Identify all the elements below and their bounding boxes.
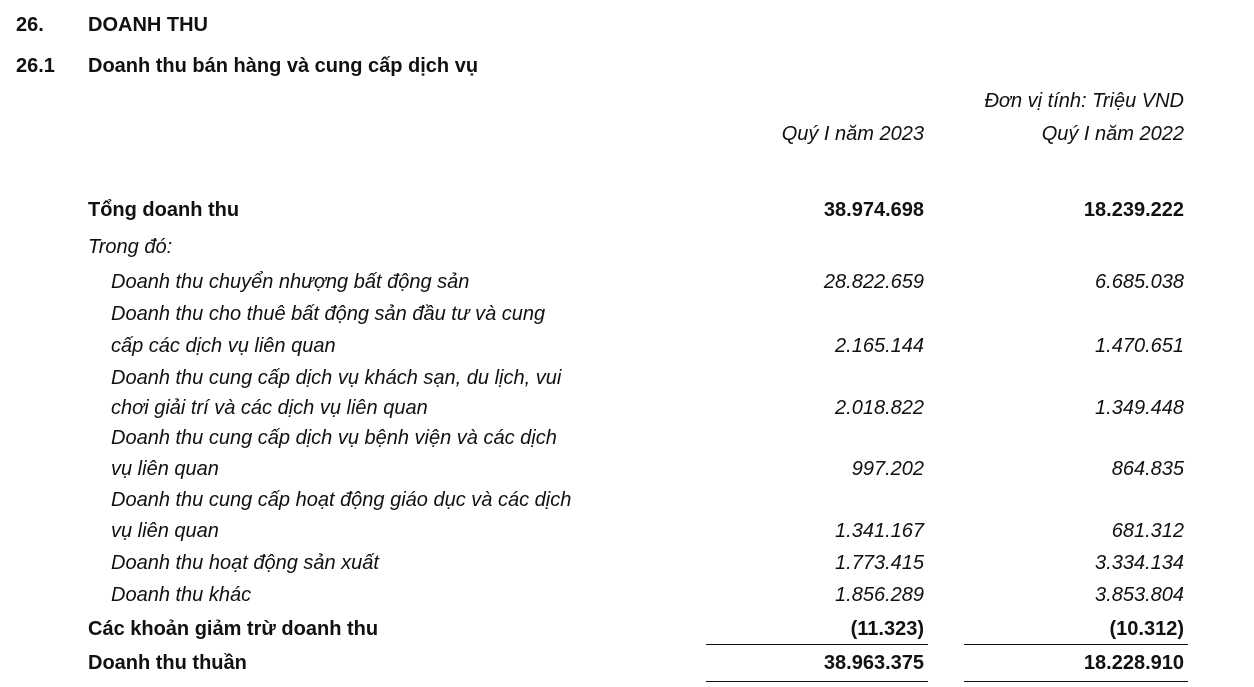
- net-label: Doanh thu thuần: [88, 652, 247, 674]
- item-current: 2.018.822: [835, 397, 924, 419]
- deductions-label: Các khoản giảm trừ doanh thu: [88, 618, 379, 640]
- item-current: 1.773.415: [835, 552, 924, 574]
- subsection-number: 26.1: [16, 55, 55, 77]
- item-label: Doanh thu cung cấp dịch vụ bệnh viện và các dịch: [111, 427, 557, 449]
- item-label-cont: vụ liên quan: [111, 458, 219, 480]
- subtotal-rule-current: [706, 644, 928, 645]
- total-current: 38.974.698: [823, 199, 924, 221]
- item-prior: 864.835: [1111, 458, 1184, 480]
- item-current: 1.341.167: [835, 520, 924, 542]
- item-label: Doanh thu chuyển nhượng bất động sản: [111, 271, 470, 293]
- unit-label: Đơn vị tính: Triệu VND: [984, 90, 1184, 112]
- item-prior: 1.349.448: [1095, 397, 1184, 419]
- item-current: 997.202: [851, 458, 924, 480]
- item-current: 28.822.659: [823, 271, 924, 293]
- item-prior: 3.853.804: [1095, 584, 1184, 606]
- item-prior: 6.685.038: [1095, 271, 1184, 293]
- deductions-current: (11.323): [850, 618, 924, 640]
- total-rule-current: [706, 681, 928, 682]
- section-title: DOANH THU: [88, 14, 208, 36]
- total-label: Tổng doanh thu: [88, 199, 240, 221]
- net-current: 38.963.375: [823, 652, 924, 674]
- item-label: Doanh thu cung cấp hoạt động giáo dục và các dịch: [111, 489, 572, 511]
- item-label: Doanh thu khác: [111, 584, 252, 606]
- item-current: 2.165.144: [835, 335, 924, 357]
- item-label-cont: cấp các dịch vụ liên quan: [111, 335, 336, 357]
- item-prior: 681.312: [1111, 520, 1184, 542]
- item-prior: 1.470.651: [1095, 335, 1184, 357]
- subsection-title: Doanh thu bán hàng và cung cấp dịch vụ: [88, 55, 479, 77]
- column-header-prior: Quý I năm 2022: [1041, 123, 1184, 145]
- section-number: 26.: [16, 14, 44, 36]
- item-label: Doanh thu hoạt động sản xuất: [111, 552, 379, 574]
- item-prior: 3.334.134: [1095, 552, 1184, 574]
- total-prior: 18.239.222: [1083, 199, 1184, 221]
- total-rule-prior: [964, 681, 1188, 682]
- item-current: 1.856.289: [835, 584, 924, 606]
- column-header-current: Quý I năm 2023: [781, 123, 924, 145]
- breakdown-label: Trong đó:: [88, 236, 173, 258]
- subtotal-rule-prior: [964, 644, 1188, 645]
- item-label: Doanh thu cho thuê bất động sản đầu tư và cung: [111, 303, 546, 325]
- net-prior: 18.228.910: [1083, 652, 1184, 674]
- deductions-prior: (10.312): [1109, 618, 1184, 640]
- item-label-cont: chơi giải trí và các dịch vụ liên quan: [111, 397, 428, 419]
- item-label-cont: vụ liên quan: [111, 520, 219, 542]
- item-label: Doanh thu cung cấp dịch vụ khách sạn, du lịch, vui: [111, 367, 562, 389]
